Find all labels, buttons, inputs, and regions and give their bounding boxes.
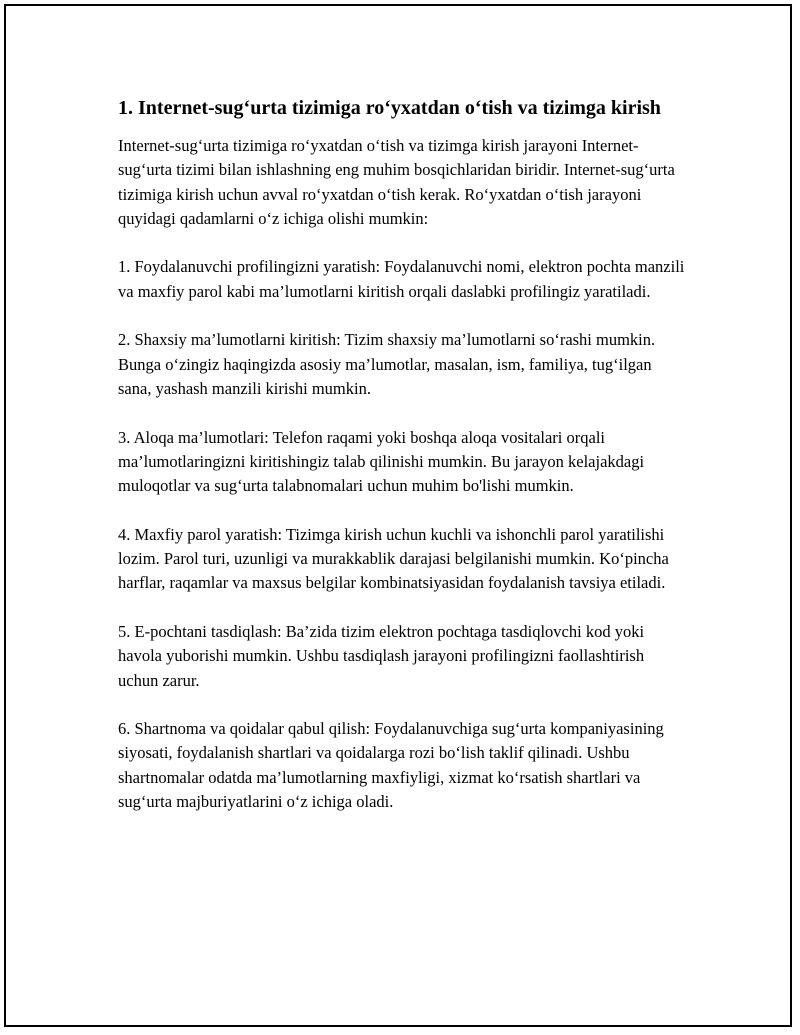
- step-2-paragraph: 2. Shaxsiy ma’lumotlarni kiritish: Tizim shaxsiy ma’lumotlarni so‘rashi mumkin. Bunga o‘zingiz haqingizda asosiy ma’lumotlar, masalan, ism, familiya, tug‘ilgan sana, yashash manzili kirishi mumkin.: [118, 330, 656, 398]
- document-body: [118, 94, 688, 839]
- step-4-paragraph: 4. Maxfiy parol yaratish: Tizimga kirish uchun kuchli va ishonchli parol yaratilishi lozim. Parol turi, uzunligi va murakkablik darajasi belgilanishi mumkin. Ko‘pincha harflar, raqamlar va maxsus belgilar kombinatsiyasidan foydalanish tavsiya etiladi.: [118, 524, 669, 593]
- section-heading: 1. Internet-sug‘urta tizimiga ro‘yxatdan o‘tish va tizimga kirish: [118, 97, 661, 119]
- intro-paragraph: Internet-sug‘urta tizimiga ro‘yxatdan o‘tish va tizimga kirish jarayoni Internet-sug‘urta tizimi bilan ishlashning eng muhim bosqichlaridan biridir. Internet-sug‘urta tizimiga kirish uchun avval ro‘yxatdan o‘tish kerak. Ro‘yxatdan o‘tish jarayoni quyidagi qadamlarni o‘z ichiga olishi mumkin:: [118, 136, 675, 228]
- step-1-paragraph: 1. Foydalanuvchi profilingizni yaratish: Foydalanuvchi nomi, elektron pochta manzili va maxfiy parol kabi ma’lumotlarni kiritish orqali daslabki profilingiz yaratiladi.: [118, 257, 685, 301]
- step-5-paragraph: 5. E-pochtani tasdiqlash: Ba’zida tizim elektron pochtaga tasdiqlovchi kod yoki havola yuborishi mumkin. Ushbu tasdiqlash jarayoni profilingizni faollashtirish uchun zarur.: [118, 621, 645, 690]
- step-3-paragraph: 3. Aloqa ma’lumotlari: Telefon raqami yoki boshqa aloqa vositalari orqali ma’lumotlaringizni kiritishingiz talab qilinishi mumkin. Bu jarayon kelajakdagi muloqotlar va sug‘urta talabnomalari uchun muhim bo'lishi mumkin.: [118, 427, 645, 496]
- step-6-paragraph: 6. Shartnoma va qoidalar qabul qilish: Foydalanuvchiga sug‘urta kompaniyasining siyosati, foydalanish shartlari va qoidalarga rozi bo‘lish taklif qilinadi. Ushbu shartnomalar odatda ma’lumotlarning maxfiyligi, xizmat ko‘rsatish shartlari va sug‘urta majburiyatlarini o‘z ichiga oladi.: [118, 719, 664, 812]
